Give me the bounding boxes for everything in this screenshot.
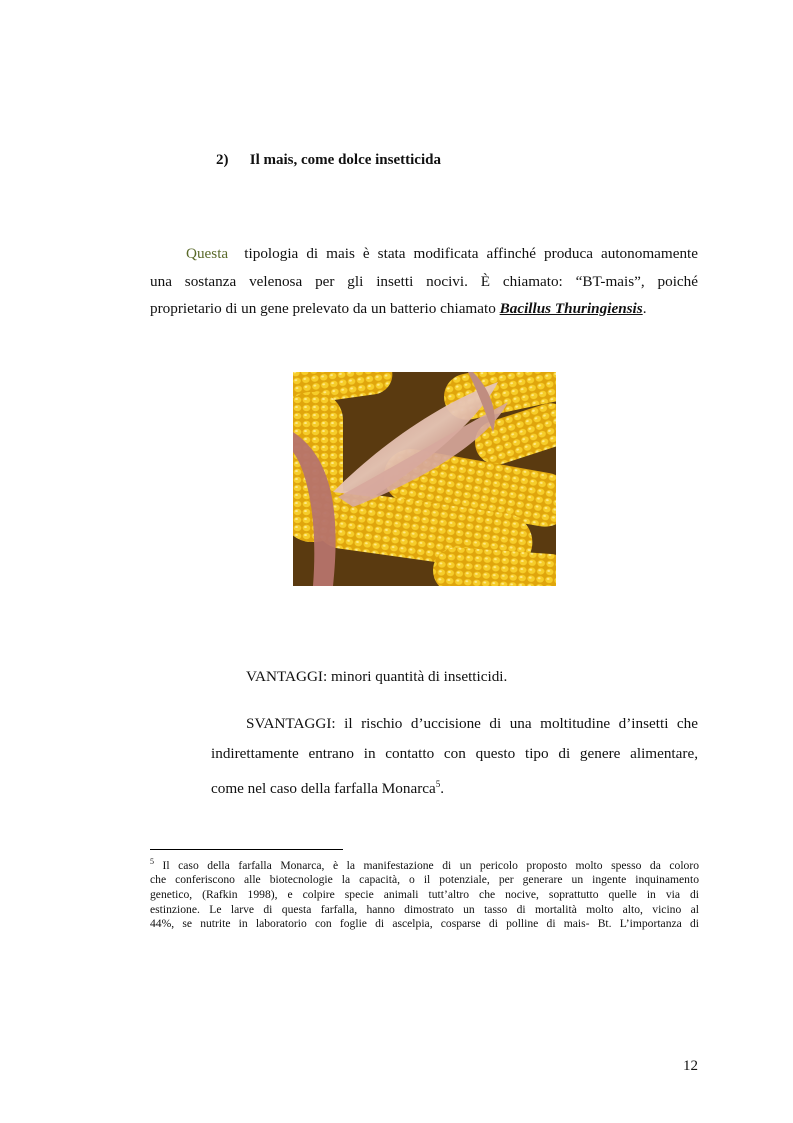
footnote-line2: che conferiscono alle biotecnologie la capacità, o il potenziale, per generare un ingente inquinamento xyxy=(150,873,699,887)
intro-line3: proprietario di un gene prelevato da un batterio chiamato xyxy=(150,300,500,317)
section-heading xyxy=(216,152,441,169)
footnote-reference[interactable]: 5 xyxy=(435,779,441,789)
section-number: 2) xyxy=(216,152,229,168)
svantaggi-line1: SVANTAGGI: il rischio d’uccisione di una moltitudine d’insetti che xyxy=(246,715,698,732)
vantaggi-text: VANTAGGI: minori quantità di insetticidi. xyxy=(246,668,508,685)
svantaggi-paragraph xyxy=(211,709,698,804)
footnote-line3: genetico, (Rafkin 1998), e colpire specie animali tutt’altro che nocive, soprattutto quelle in via di xyxy=(150,888,699,902)
footnote-line5: 44%, se nutrite in laboratorio con foglie di ascelpia, cosparse di polline di mais- Bt. L’importanza di xyxy=(150,917,699,931)
footnote xyxy=(150,855,699,932)
footnote-divider xyxy=(150,849,343,850)
svantaggi-line2: indirettamente entrano in contatto con questo tipo di genere alimentare, xyxy=(211,745,698,762)
svantaggi-line3-end: . xyxy=(440,780,445,798)
intro-lead-word: Questa xyxy=(186,245,229,262)
corn-cobs-image xyxy=(293,372,556,586)
intro-line2: una sostanza velenosa per gli insetti nocivi. È chiamato: “BT-mais”, poiché xyxy=(150,272,698,290)
footnote-line1: Il caso della farfalla Monarca, è la manifestazione di un pericolo proposto molto spesso da coloro xyxy=(154,858,699,872)
intro-line1: tipologia di mais è stata modificata affinché produca autonomamente xyxy=(244,245,699,262)
intro-line3-end: . xyxy=(642,300,647,317)
svantaggi-line3: come nel caso della farfalla Monarca xyxy=(211,780,436,798)
page-number: 12 xyxy=(683,1058,698,1074)
footnote-marker: 5 xyxy=(150,857,154,866)
intro-paragraph xyxy=(150,240,698,323)
section-title: Il mais, come dolce insetticida xyxy=(249,152,441,168)
bacillus-link[interactable]: Bacillus Thuringiensis xyxy=(499,300,643,317)
footnote-line4: estinzione. Le larve di questa farfalla, hanno dimostrato un tasso di mortalità molto alto, vicino al xyxy=(150,902,699,916)
